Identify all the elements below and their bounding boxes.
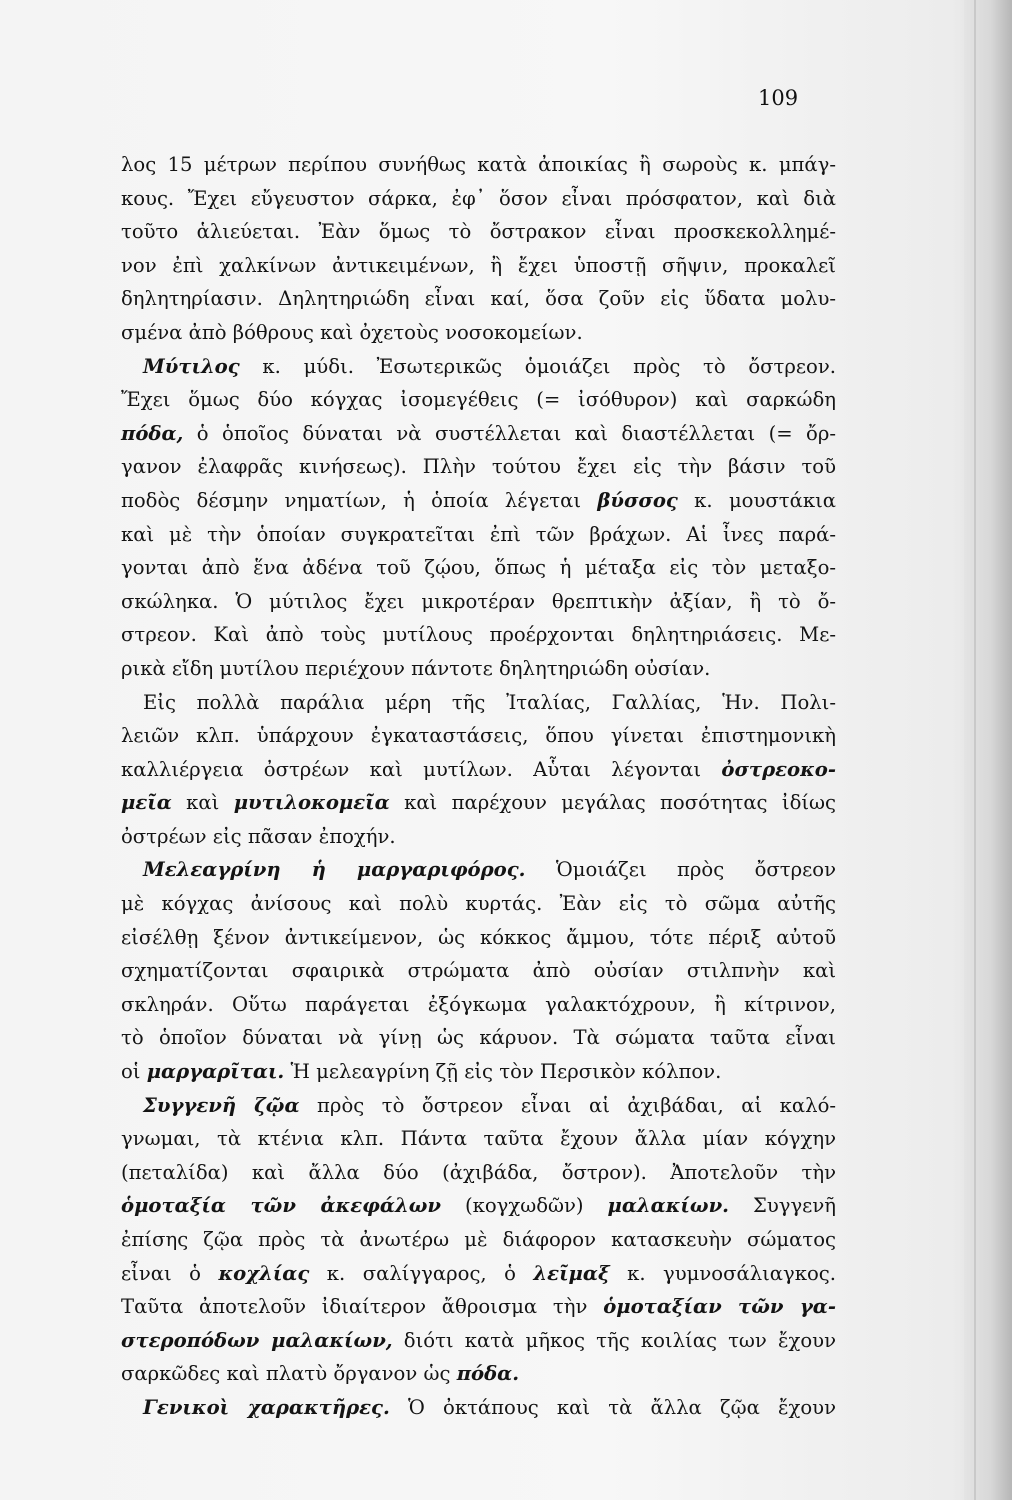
text-fragment: (κογχωδῶν) bbox=[440, 1194, 608, 1218]
text-line bbox=[121, 1290, 836, 1324]
text-line: σχηματίζονται σφαιρικὰ στρώματα ἀπὸ οὐσίαν στιλπνὴν καὶ bbox=[121, 959, 836, 983]
text-fragment: Συγγενῆ bbox=[729, 1194, 836, 1218]
text-line bbox=[121, 1189, 836, 1223]
text-line: λος 15 μέτρων περίπου συνήθως κατὰ ἀποικίας ἢ σωροὺς κ. μπάγ- bbox=[121, 153, 836, 176]
page-number: 109 bbox=[758, 86, 799, 110]
text-line: καὶ μὲ τὴν ὁποίαν συγκρατεῖται ἐπὶ τῶν βράχων. Αἱ ἶνες παρά- bbox=[121, 522, 836, 546]
text-fragment: εἶναι ὁ bbox=[121, 1261, 219, 1285]
text-line bbox=[121, 484, 836, 518]
text-line bbox=[121, 1324, 836, 1358]
text-line: δηλητηρίασιν. Δηλητηριώδη εἶναι καί, ὅσα ζοῦν εἰς ὕδατα μολυ- bbox=[121, 287, 836, 311]
text-fragment: Ὁ ὀκτάπους καὶ τὰ ἄλλα ζῷα ἔχουν bbox=[389, 1395, 837, 1419]
text-fragment: Ταῦτα ἀποτελοῦν ἰδιαίτερον ἄθροισμα τὴν bbox=[121, 1295, 604, 1319]
text-line bbox=[121, 753, 836, 787]
section-term-meleagrini: Μελεαγρίνη ἡ μαργαριφόρος. bbox=[143, 858, 526, 882]
text-line: ὀστρέων εἰς πᾶσαν ἐποχήν. bbox=[121, 824, 396, 848]
text-line bbox=[121, 1089, 836, 1123]
text-line: σκληράν. Οὕτω παράγεται ἐξόγκωμα γαλακτόχρουν, ἢ κίτρινον, bbox=[121, 992, 836, 1016]
text-fragment: πρὸς τὸ ὄστρεον εἶναι αἱ ἀχιβάδαι, αἱ καλό- bbox=[299, 1093, 836, 1117]
text-fragment: κ. γυμνοσάλιαγκος. bbox=[609, 1261, 836, 1285]
text-line bbox=[121, 417, 836, 451]
term-mytilokomeia: μυτιλοκομεῖα bbox=[233, 791, 390, 815]
term-kochlias: κοχλίας bbox=[218, 1261, 310, 1285]
text-line: ἐπίσης ζῷα πρὸς τὰ ἀνωτέρω μὲ διάφορον κατασκευὴν σώματος bbox=[121, 1228, 836, 1251]
text-line bbox=[121, 350, 836, 384]
section-term-syggeni: Συγγενῆ ζῷα bbox=[143, 1093, 300, 1117]
page-edge-shadow bbox=[964, 0, 1012, 1500]
term-malakion: μαλακίων. bbox=[607, 1194, 729, 1218]
text-line bbox=[121, 1257, 836, 1291]
section-term-genikoi: Γενικοὶ χαρακτῆρες. bbox=[143, 1395, 390, 1419]
text-line: τὸ ὁποῖον δύναται νὰ γίνῃ ὡς κάρυον. Τὰ σώματα ταῦτα εἶναι bbox=[121, 1026, 836, 1050]
text-line: σμένα ἀπὸ βόθρους καὶ ὀχετοὺς νοσοκομείων. bbox=[121, 320, 583, 344]
text-line: λειῶν κλπ. ὑπάρχουν ἐγκαταστάσεις, ὅπου γίνεται ἐπιστημονικὴ bbox=[121, 724, 836, 748]
text-fragment: Ἡ μελεαγρίνη ζῇ εἰς τὸν Περσικὸν κόλπον. bbox=[284, 1060, 722, 1084]
body-text bbox=[121, 148, 836, 1425]
term-ostreokomeia: ὀστρεοκο- bbox=[721, 757, 836, 781]
term-omotaxia-akefalon: ὁμοταξία τῶν ἀκεφάλων bbox=[121, 1194, 441, 1218]
text-fragment: κ. σαλίγγαρος, ὁ bbox=[309, 1261, 534, 1285]
section-term-mytilos: Μύτιλος bbox=[143, 354, 240, 378]
term-leimax: λεῖμαξ bbox=[533, 1261, 610, 1285]
text-line bbox=[121, 853, 836, 887]
text-line: στρεον. Καὶ ἀπὸ τοὺς μυτίλους προέρχονται δηλητηριάσεις. Με- bbox=[121, 623, 836, 647]
text-fragment: διότι κατὰ μῆκος τῆς κοιλίας των ἔχουν bbox=[392, 1328, 836, 1352]
term-poda-2: πόδα. bbox=[456, 1362, 520, 1386]
text-line bbox=[121, 1357, 836, 1391]
text-line: κους. Ἔχει εὔγευστον σάρκα, ἐφ᾽ ὅσον εἶναι πρόσφατον, καὶ διὰ bbox=[121, 186, 836, 210]
text-fragment: Ὁμοιάζει πρὸς ὄστρεον bbox=[525, 858, 836, 882]
text-line: γανον ἐλαφρᾶς κινήσεως). Πλὴν τούτου ἔχει εἰς τὴν βάσιν τοῦ bbox=[121, 455, 836, 479]
text-line: γονται ἀπὸ ἕνα ἀδένα τοῦ ζῴου, ὅπως ἡ μέταξα εἰς τὸν μεταξο- bbox=[121, 556, 836, 580]
text-fragment: καὶ παρέχουν μεγάλας ποσότητας ἰδίως bbox=[389, 791, 836, 815]
text-line: Ἔχει ὅμως δύο κόγχας ἰσομεγέθεις (= ἰσόθυρον) καὶ σαρκώδη bbox=[121, 388, 836, 412]
text-fragment: κ. μουστάκια bbox=[677, 488, 836, 512]
text-line: Εἰς πολλὰ παράλια μέρη τῆς Ἰταλίας, Γαλλίας, Ἡν. Πολι- bbox=[143, 690, 836, 714]
text-line bbox=[121, 786, 836, 820]
text-line: ρικὰ εἴδη μυτίλου περιέχουν πάντοτε δηλητηριώδη οὐσίαν. bbox=[121, 656, 711, 680]
text-fragment: ὁ ὁποῖος δύναται νὰ συστέλλεται καὶ διαστέλλεται (= ὄρ- bbox=[183, 421, 836, 445]
term-ostreokomeia-cont: μεῖα bbox=[121, 791, 172, 815]
text-fragment: σαρκῶδες καὶ πλατὺ ὄργανον ὡς bbox=[121, 1362, 457, 1386]
text-line: εἰσέλθῃ ξένον ἀντικείμενον, ὡς κόκκος ἄμμου, τότε πέριξ αὐτοῦ bbox=[121, 925, 836, 949]
text-line: νον ἐπὶ χαλκίνων ἀντικειμένων, ἢ ἔχει ὑποστῇ σῆψιν, προκαλεῖ bbox=[121, 253, 836, 277]
text-line: σκώληκα. Ὁ μύτιλος ἔχει μικροτέραν θρεπτικὴν ἀξίαν, ἢ τὸ ὄ- bbox=[121, 589, 836, 613]
text-fragment: οἱ bbox=[121, 1060, 147, 1084]
text-line: γνωμαι, τὰ κτένια κλπ. Πάντα ταῦτα ἔχουν ἄλλα μίαν κόγχην bbox=[121, 1127, 836, 1151]
text-line: (πεταλίδα) καὶ ἄλλα δύο (ἀχιβάδα, ὄστρον). Ἀποτελοῦν τὴν bbox=[121, 1160, 836, 1184]
text-fragment: ποδὸς δέσμην νηματίων, ἡ ὁποία λέγεται bbox=[121, 488, 598, 512]
text-line: τοῦτο ἁλιεύεται. Ἐὰν ὅμως τὸ ὄστρακον εἶναι προσκεκολλημέ- bbox=[121, 220, 836, 244]
term-gasteropodon: ὁμοταξίαν τῶν γα- bbox=[603, 1295, 836, 1319]
text-line: μὲ κόγχας ἀνίσους καὶ πολὺ κυρτάς. Ἐὰν εἰς τὸ σῶμα αὐτῆς bbox=[121, 892, 836, 916]
term-margaritai: μαργαρῖται. bbox=[146, 1060, 285, 1084]
text-fragment: κ. μύδι. Ἐσωτερικῶς ὁμοιάζει πρὸς τὸ ὄστρεον. bbox=[239, 354, 836, 378]
text-line bbox=[121, 1391, 836, 1425]
text-line bbox=[121, 1055, 836, 1089]
text-fragment: καλλιέργεια ὀστρέων καὶ μυτίλων. Αὗται λέγονται bbox=[121, 757, 722, 781]
term-gasteropodon-cont: στεροπόδων μαλακίων, bbox=[121, 1328, 393, 1352]
term-poda: πόδα, bbox=[121, 421, 184, 445]
term-byssos: βύσσος bbox=[597, 488, 678, 512]
text-fragment: καὶ bbox=[171, 791, 234, 815]
